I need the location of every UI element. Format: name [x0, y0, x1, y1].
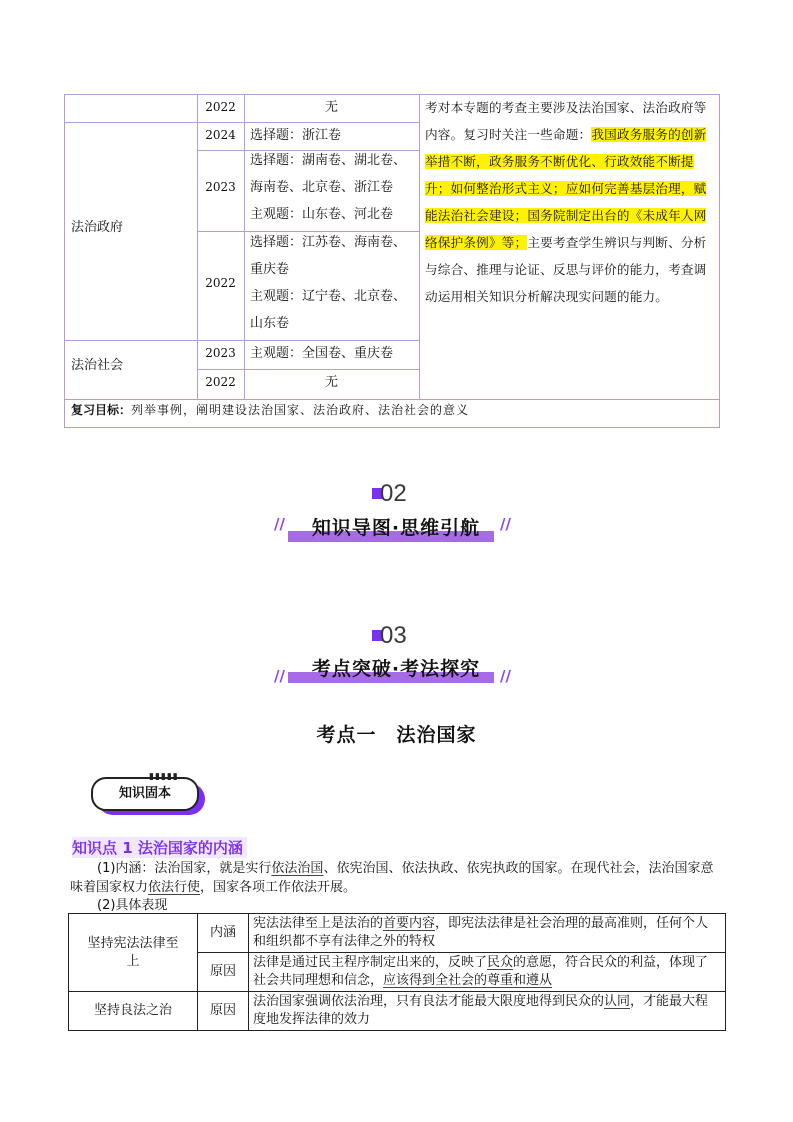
content-line: 海南卷、北京卷、浙江卷: [250, 180, 394, 195]
table-border: [419, 94, 420, 399]
content-cell: 选择题：浙江卷: [250, 128, 342, 143]
exam-analysis-table: [64, 94, 720, 428]
slash-deco-icon: //: [274, 515, 285, 533]
slash-deco-icon: //: [500, 515, 511, 533]
content-cell: [249, 953, 726, 992]
knowledge-badge: [91, 772, 205, 815]
group-cell: 坚持宪法法律至上: [69, 914, 198, 992]
label-cell: 内涵: [198, 914, 249, 953]
underlined-text: 依法行使: [148, 880, 201, 895]
exam-analysis-text: [425, 94, 715, 310]
content-line: 山东卷: [250, 316, 290, 331]
section-label-gov: 法治政府: [71, 220, 124, 235]
table-border: [719, 94, 720, 428]
ring-binder-icon: ▮▮▮▮▮: [149, 772, 179, 782]
content-cell: 无: [324, 375, 338, 390]
content-line: 主观题：山东卷、河北卷: [250, 207, 394, 222]
badge-label: 知识固本: [91, 777, 199, 811]
year-cell: 2023: [205, 346, 236, 360]
text: ，即宪法法律是社会治理的最高准则，任何个人和组织都不享有法律之外的特权: [253, 916, 709, 949]
section-number-text: 02: [380, 480, 407, 507]
underlined-text: 依法治国: [271, 861, 324, 876]
year-cell: 2024: [205, 128, 236, 142]
content-cell: [249, 992, 726, 1031]
underlined-text: 认同: [604, 994, 631, 1009]
content-line: 重庆卷: [250, 262, 290, 277]
section-title: 考点突破·考法探究: [311, 658, 481, 680]
table-row: [69, 992, 726, 1031]
text: 法律是通过民主程序制定出来的，反映了: [253, 955, 488, 970]
paragraph-definition: [70, 859, 725, 897]
year-cell: 2022: [205, 375, 236, 389]
content-cell: [249, 914, 726, 953]
review-goal-text: 列举事例，阐明建设法治国家、法治政府、法治社会的意义: [131, 403, 470, 417]
table-border: [64, 94, 65, 428]
table-border: [244, 94, 245, 399]
analysis-text: 考对本专题的考查主要涉及法治国家、法治政府等内容。复习时关注一些命题：: [425, 100, 707, 142]
section-number-text: 03: [380, 622, 407, 649]
review-goal: [71, 399, 469, 421]
text: 法治国家强调依法治理，只有良法才能最大限度地得到民众的: [253, 994, 605, 1009]
underlined-text: 首要内容: [383, 916, 436, 931]
text: 宪法法律至上是法治的: [253, 916, 384, 931]
highlighted-text: 我国政务服务的创新举措不断，政务服务不断优化、行政效能不断提升；如何整治形式主义；应如何完善基层治理，赋能法治社会建设；国务院制定出台的《未成年人网络保护条例》等；: [425, 127, 707, 250]
text: ，国家各项工作依法开展。: [200, 880, 357, 895]
group-cell: 坚持良法之治: [69, 992, 198, 1031]
exam-point-title: 考点一 法治国家: [316, 724, 477, 746]
table-row: [69, 914, 726, 953]
paragraph-subtitle: (2)具体表现: [97, 898, 168, 913]
text: ，才能最大程度地发挥法律的效力: [253, 994, 709, 1027]
year-cell: 2023: [205, 180, 236, 194]
analysis-text: 主要考查学生辨识与判断、分析与综合、推理与论证、反思与评价的能力，考查调动运用相关知识分析解决现实问题的能力。: [425, 235, 707, 304]
underlined-text: 民众: [487, 955, 514, 970]
content-cell: 无: [324, 100, 338, 115]
section-label-society: 法治社会: [71, 358, 124, 373]
review-goal-label: 复习目标：: [71, 403, 132, 417]
performance-table: [68, 913, 726, 1031]
text: (1)内涵：法治国家，就是实行: [97, 861, 272, 876]
text: 、依宪治国、依法执政、依宪执政的国家。在现代社会，法治国家意味着国家权力: [70, 861, 714, 895]
table-border: [64, 427, 720, 428]
year-cell: 2022: [205, 100, 236, 114]
year-cell: 2022: [205, 276, 236, 290]
knowledge-point-heading: 知识点 1 法治国家的内涵: [72, 837, 247, 858]
slash-deco-icon: //: [500, 667, 511, 685]
label-cell: 原因: [198, 953, 249, 992]
content-line: 选择题：江苏卷、海南卷、: [250, 235, 407, 250]
content-cell: 主观题：全国卷、重庆卷: [250, 346, 394, 361]
text: 的意愿，符合民众的利益，体现了社会共同理想和信念，: [253, 955, 709, 988]
content-line: 选择题：湖南卷、湖北卷、: [250, 153, 407, 168]
content-line: 主观题：辽宁卷、北京卷、: [250, 289, 407, 304]
underlined-text: 应该得到全社会的尊重和遵从: [383, 973, 553, 988]
label-cell: 原因: [198, 992, 249, 1031]
slash-deco-icon: //: [274, 667, 285, 685]
section-title: 知识导图·思维引航: [311, 517, 481, 539]
